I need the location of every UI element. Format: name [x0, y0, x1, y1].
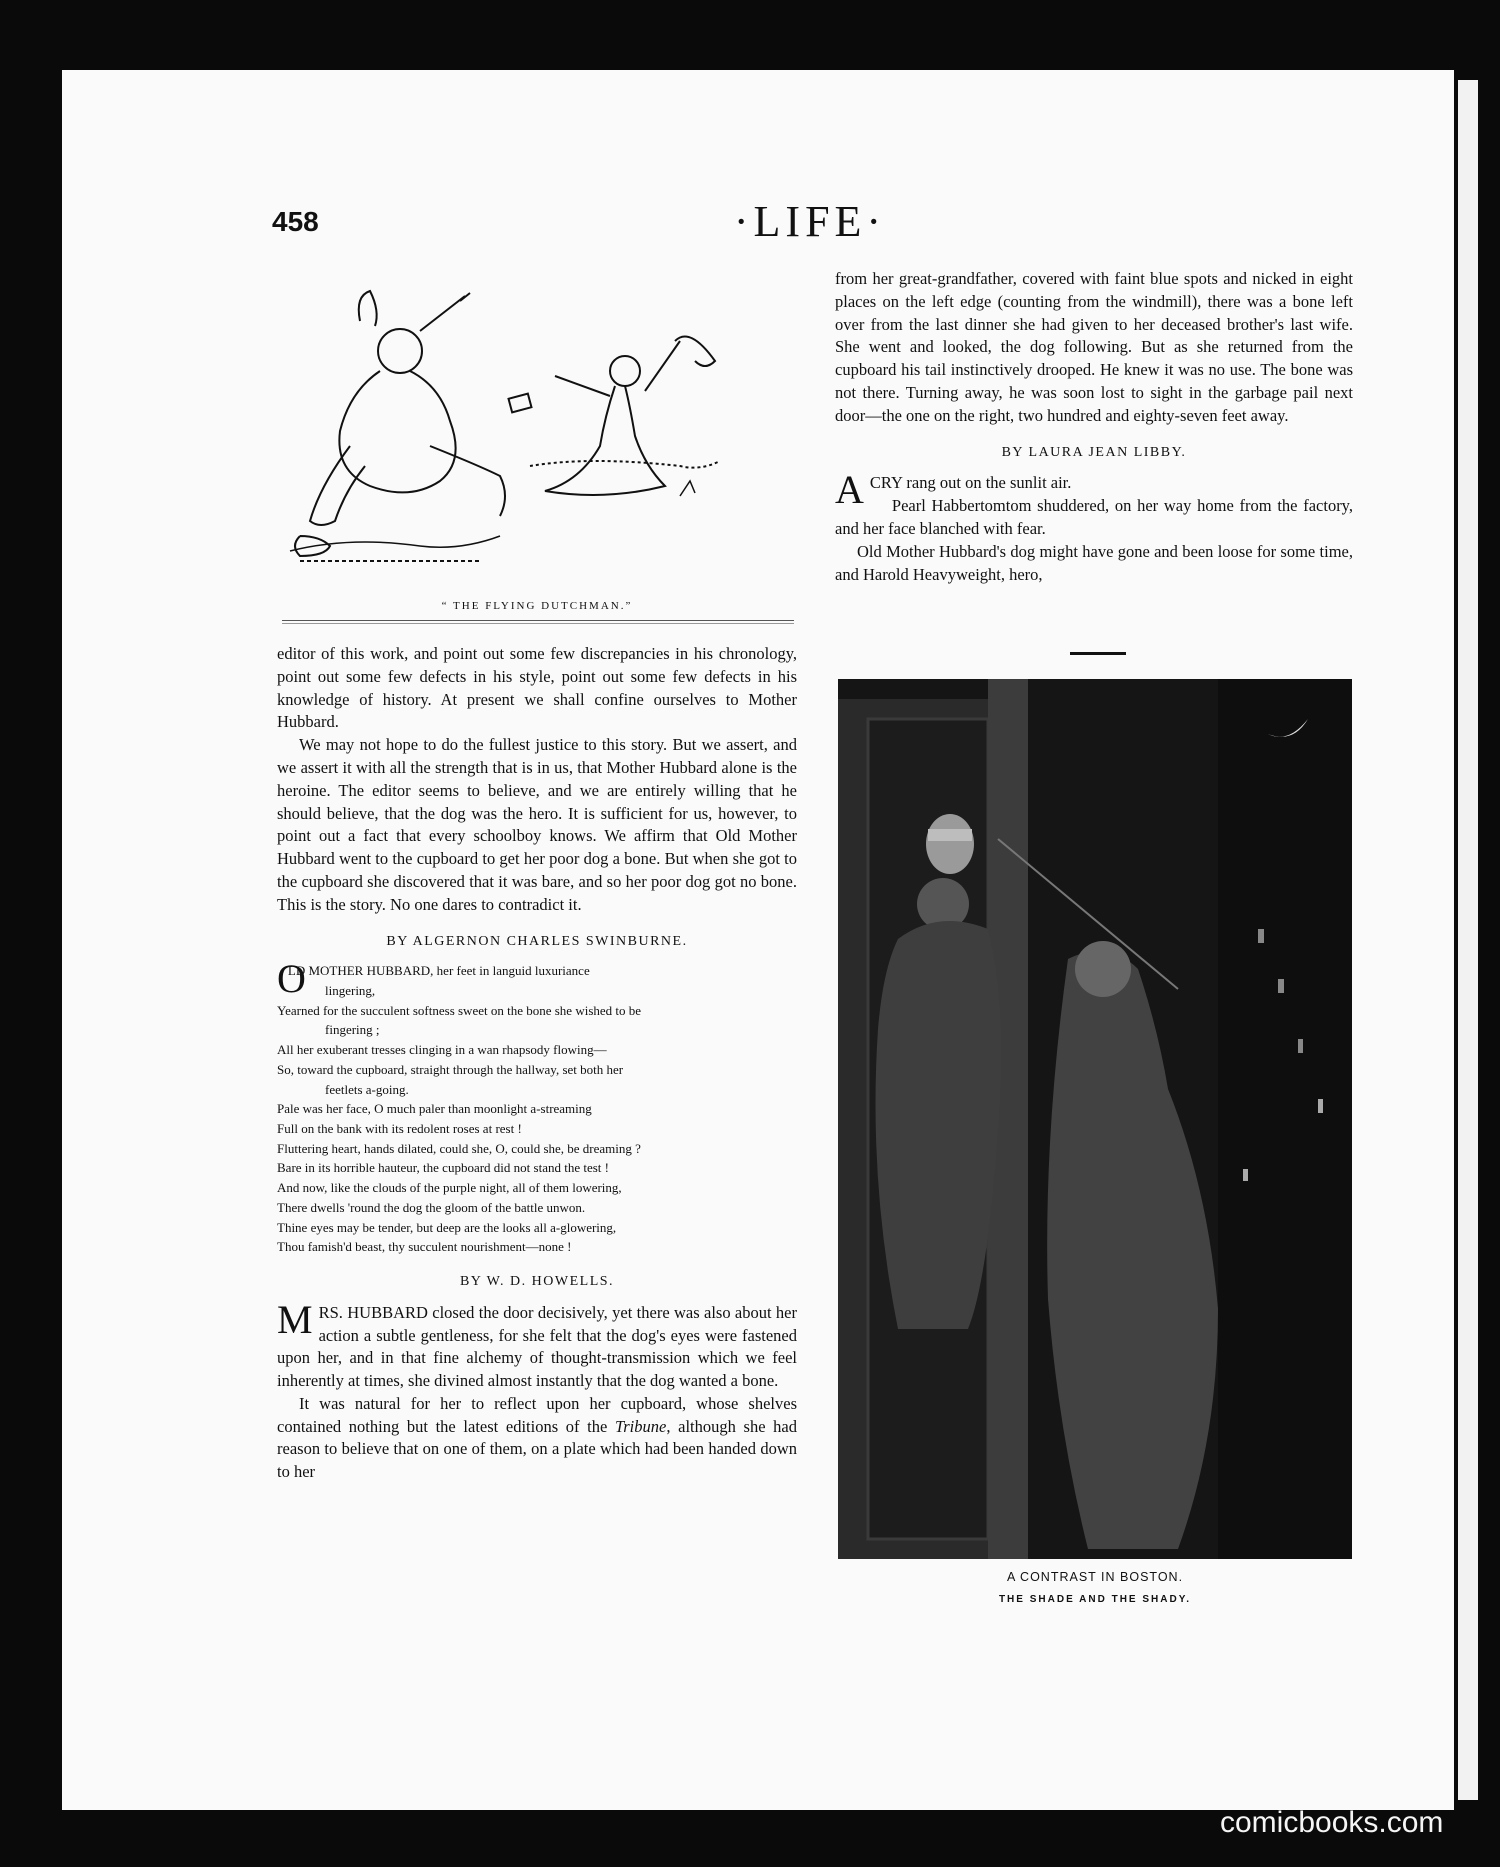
libby-paragraph-2: Pearl Habbertomtom shuddered, on her way home from the factory, and her face blanched with fear. [835, 496, 1353, 538]
short-divider [1070, 652, 1126, 655]
howells-paragraph-1: MRS. HUBBARD closed the door decisively, yet there was also about her action a subtle gentleness, for she felt that the dog's eyes were fastened upon her, and in that fine alchemy of thought-transmission which we feel inherently at times, she divined almost instantly that the dog wanted a bone. [277, 1296, 797, 1391]
poem-line: So, toward the cupboard, straight through the hallway, set both her feetlets a-going. [277, 1061, 624, 1097]
masthead-title: ·LIFE· [733, 197, 887, 246]
intro-paragraph-1: editor of this work, and point out some few discrepancies in his chronology, point out some few defects in his style, point out some few defects in his knowledge of history. At present we shall confine ourselves to Mother Hubbard. [277, 644, 797, 732]
flying-dutchman-cartoon [280, 276, 790, 596]
poem-line: All her exuberant tresses clinging in a wan rhapsody flowing— [277, 1042, 607, 1058]
poem-line: Thine eyes may be tender, but deep are the looks all a-glowering, [277, 1219, 617, 1235]
poem-line: Fluttering heart, hands dilated, could she, O, could she, be dreaming ? [277, 1140, 641, 1156]
poem-dropcap: O [277, 956, 306, 1002]
site-watermark: comicbooks.com [1220, 1806, 1444, 1839]
swinburne-poem [277, 956, 797, 1257]
poem-line: Pale was her face, O much paler than moonlight a-streaming [277, 1101, 592, 1117]
poem-line: LD MOTHER HUBBARD, her feet in languid luxuriance lingering, [287, 963, 590, 999]
libby-paragraph-3: Old Mother Hubbard's dog might have gone and been loose for some time, and Harold Heavyweight, hero, [835, 541, 1353, 584]
adjacent-page-edge [1458, 80, 1478, 1800]
illustration-caption-title: A CONTRAST IN BOSTON. [1006, 1570, 1184, 1584]
poem-line: And now, like the clouds of the purple night, all of them lowering, [277, 1180, 622, 1196]
poem-line: Yearned for the succulent softness sweet on the bone she wished to be fingering ; [277, 1002, 642, 1038]
illustration-caption-subtitle: THE SHADE AND THE SHADY. [998, 1594, 1192, 1605]
intro-paragraph-2: We may not hope to do the fullest justice to this story. But we assert, and we assert it with all the strength that is in us, that Mother Hubbard alone is the heroine. The editor seems to believe, and we are entirely willing that he should believe, that the dog was the hero. It is sufficient for us, however, to point out a fact that every schoolboy knows. We affirm that Old Mother Hubbard went to the cupboard to get her poor dog a bone. But when she got to the cupboard she discovered that it was bare, and so her poor dog got no bone. This is the story. No one dares to contradict it. [277, 735, 797, 914]
section-divider [282, 620, 794, 624]
poem-line: Thou famish'd beast, thy succulent nourishment—none ! [277, 1239, 572, 1255]
howells-paragraph-2: It was natural for her to reflect upon her cupboard, whose shelves contained nothing but the latest editions of the Tribune, although she had reason to believe that on one of them, on a plate which had been handed down to her [277, 1393, 798, 1482]
howells-dropcap: M [277, 1296, 313, 1342]
page-number: 458 [272, 206, 319, 237]
howells-continuation: from her great-grandfather, covered with faint blue spots and nicked in eight places on the left edge (counting from the windmill), there was a bone left over from the last dinner she had given to her deceased brother's last wife. She went and looked, the dog following. But as she returned from the cupboard his tail instinctively drooped. He knew it was no use. The bone was not there. Turning away, he was soon lost to sight in the garbage pail next door—the one on the right, two hundred and eighty-seven feet away. [835, 269, 1353, 425]
poem-line: There dwells 'round the dog the gloom of the battle unwon. [277, 1199, 586, 1215]
poem-line: Full on the bank with its redolent roses at rest ! [277, 1120, 522, 1136]
poem-line: Bare in its horrible hauteur, the cupboard did not stand the test ! [277, 1160, 609, 1176]
howells-byline: BY W. D. HOWELLS. [459, 1273, 615, 1289]
libby-paragraph-1: ACRY rang out on the sunlit air. [835, 467, 1072, 513]
cartoon-caption: “ THE FLYING DUTCHMAN.” [441, 600, 633, 612]
libby-byline: BY LAURA JEAN LIBBY. [1001, 444, 1187, 460]
left-column [277, 643, 797, 1484]
right-column [835, 268, 1353, 586]
libby-dropcap: A [835, 467, 864, 513]
contrast-in-boston-illustration [838, 679, 1352, 1559]
swinburne-byline: BY ALGERNON CHARLES SWINBURNE. [386, 933, 688, 949]
